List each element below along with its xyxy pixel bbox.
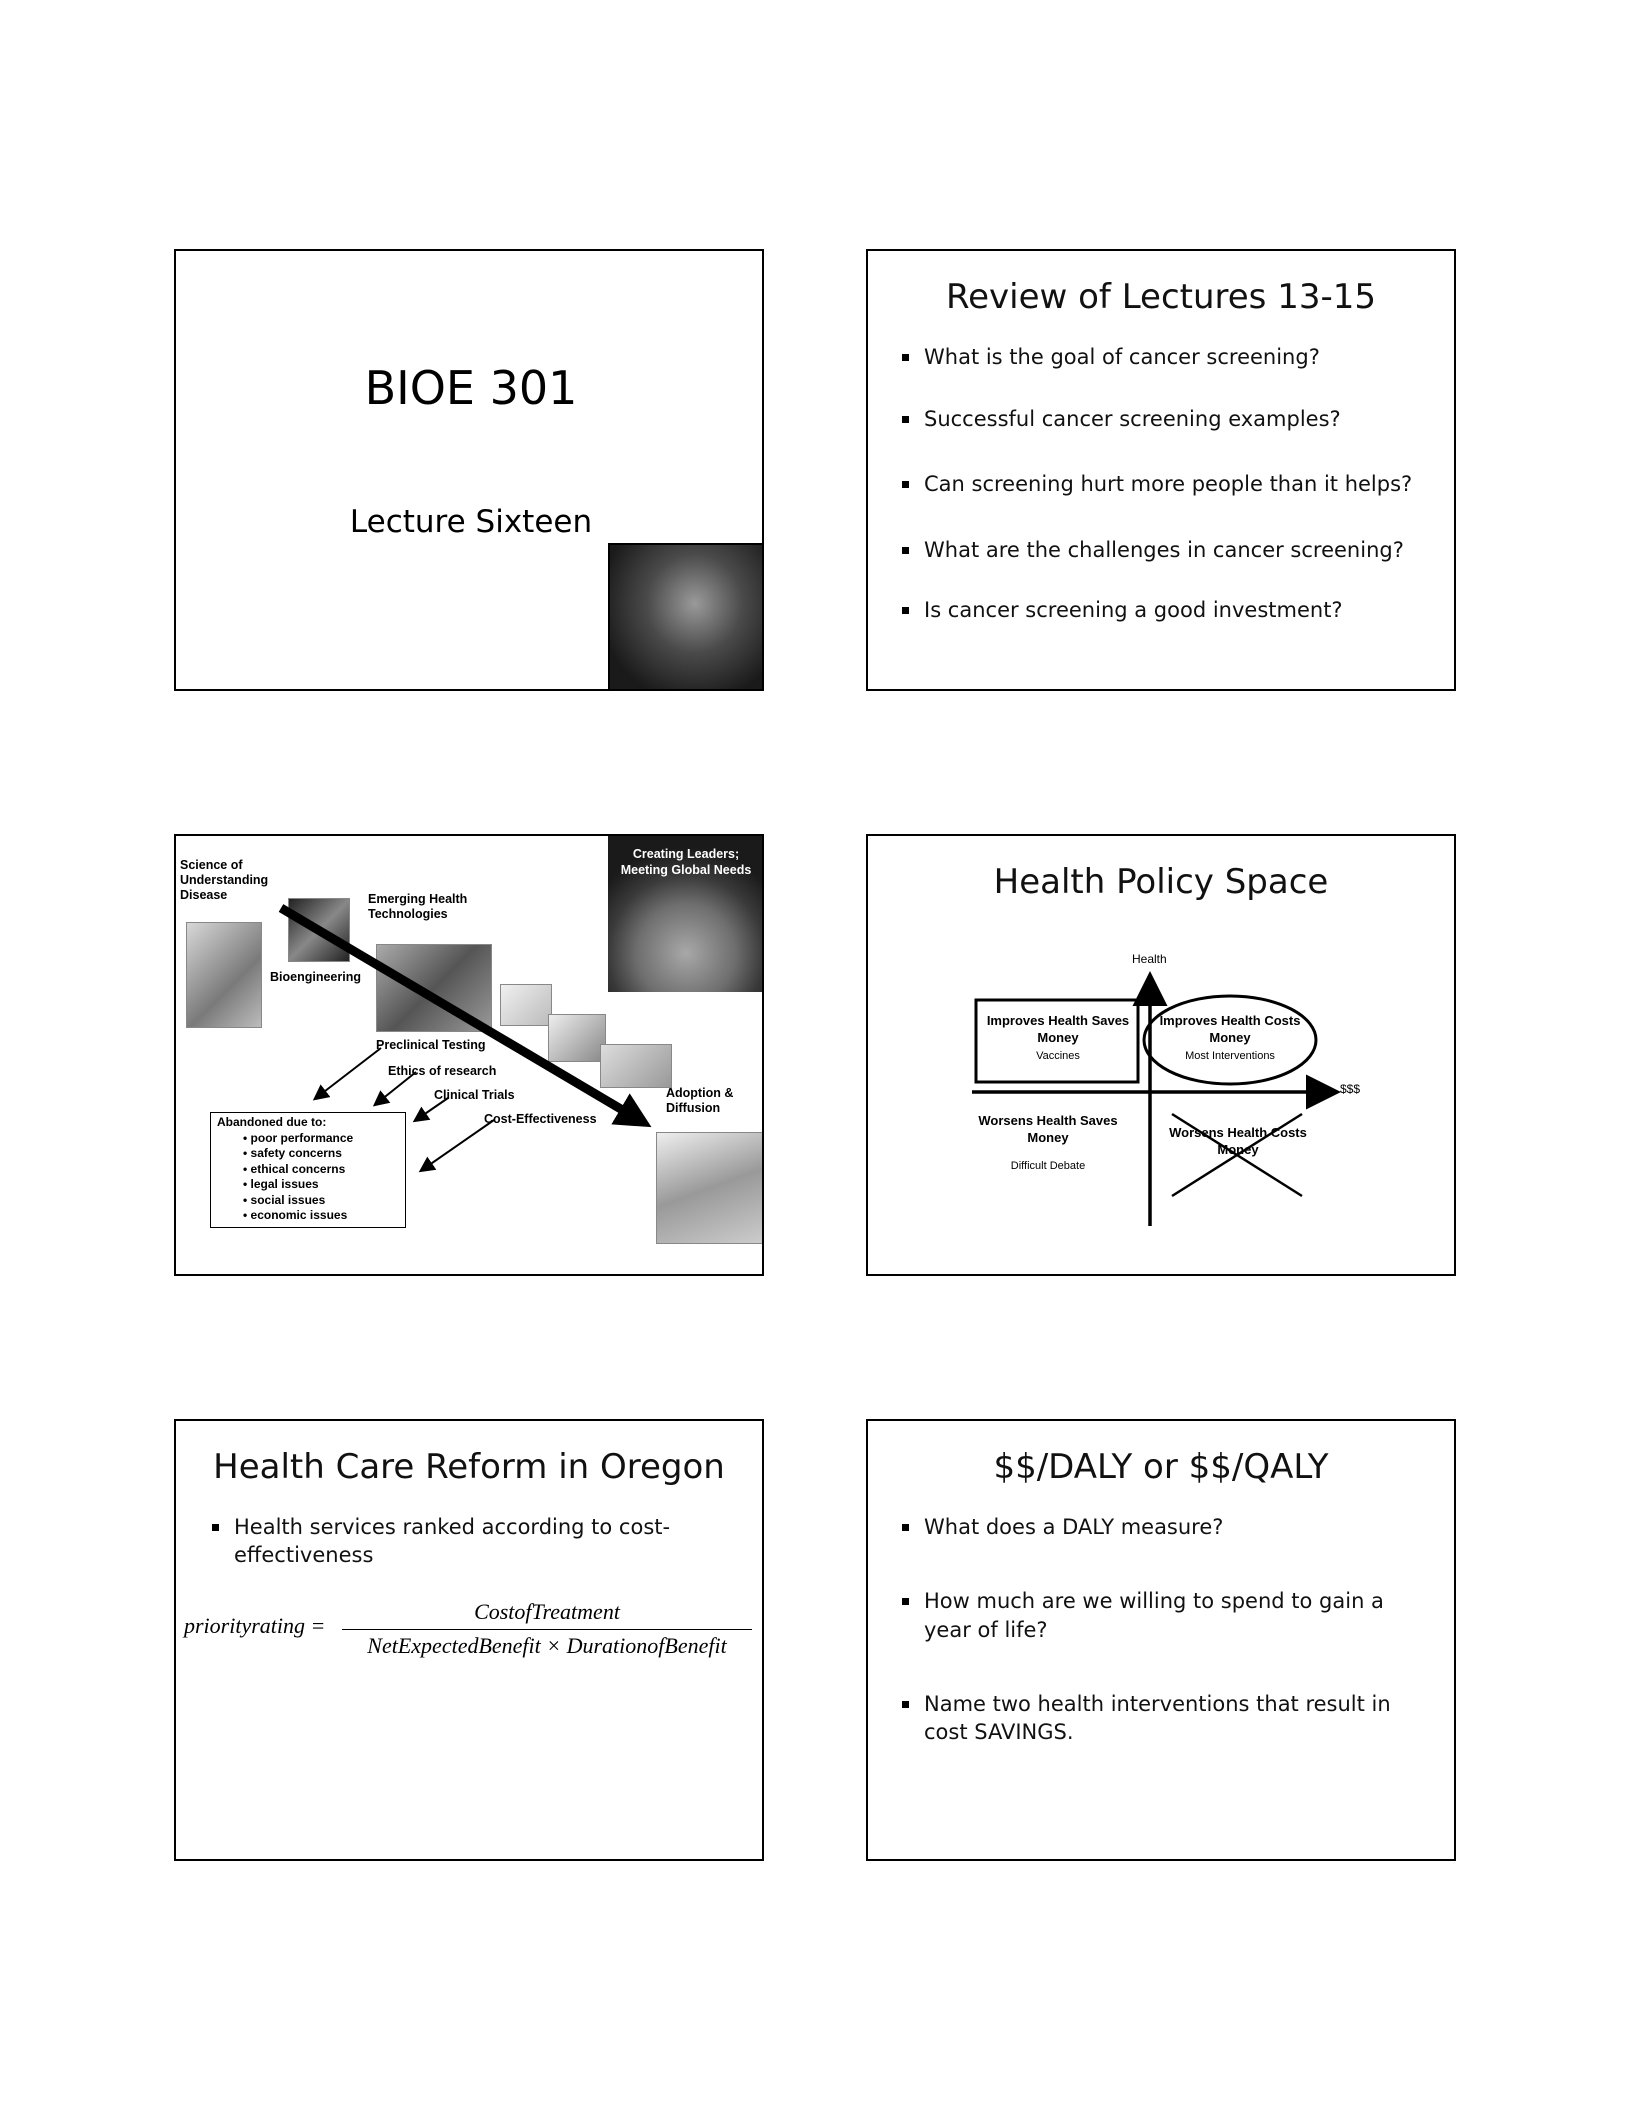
slide-title: Health Policy Space bbox=[993, 862, 1329, 902]
quadrant-title: Worsens Health Costs Money bbox=[1169, 1125, 1307, 1157]
bullet-item: Successful cancer screening examples? bbox=[902, 405, 1434, 433]
quadrant-title: Improves Health Costs Money bbox=[1159, 1013, 1301, 1045]
quadrant-title: Improves Health Saves Money bbox=[986, 1013, 1130, 1045]
adoption-label: Adoption & Diffusion bbox=[666, 1086, 734, 1115]
bullet-list bbox=[902, 343, 1434, 625]
globe-caption: Creating Leaders; Meeting Global Needs bbox=[620, 847, 752, 877]
slide-6 bbox=[866, 1419, 1456, 1861]
preclinical-label: Preclinical Testing bbox=[376, 1038, 486, 1052]
bioengineering-label: Bioengineering bbox=[270, 970, 361, 984]
course-title: BIOE 301 bbox=[364, 361, 578, 415]
bullet-item: Is cancer screening a good investment? bbox=[902, 596, 1434, 624]
quadrant-worsens-costs bbox=[1158, 1124, 1318, 1158]
slide-5 bbox=[174, 1419, 764, 1861]
abandoned-item: • safety concerns bbox=[243, 1146, 399, 1162]
quadrant-example: Vaccines bbox=[1036, 1050, 1080, 1062]
bullet-item: Can screening hurt more people than it helps? bbox=[902, 470, 1434, 498]
y-axis-label: Health bbox=[1132, 952, 1167, 966]
quadrant-example: Difficult Debate bbox=[1010, 1160, 1086, 1172]
formula-numerator: CostofTreatment bbox=[474, 1599, 620, 1624]
quadrant-improves-saves bbox=[978, 1012, 1138, 1062]
portrait-photo bbox=[608, 543, 764, 691]
bullet-list bbox=[902, 1513, 1414, 1747]
bullet-item: What are the challenges in cancer screening? bbox=[902, 536, 1434, 564]
bullet-item: Health services ranked according to cost-effectiveness bbox=[212, 1513, 722, 1570]
bullet-item: What is the goal of cancer screening? bbox=[902, 343, 1434, 371]
quadrant-title: Worsens Health Saves Money bbox=[978, 1113, 1118, 1145]
slide-title: Health Care Reform in Oregon bbox=[213, 1447, 725, 1487]
slide-1 bbox=[174, 249, 764, 691]
ethics-label: Ethics of research bbox=[388, 1064, 497, 1078]
cost-effectiveness-label: Cost-Effectiveness bbox=[484, 1112, 597, 1126]
abandoned-item: • social issues bbox=[243, 1193, 399, 1209]
bullet-item: Name two health interventions that result in cost SAVINGS. bbox=[902, 1690, 1414, 1747]
lecture-subtitle: Lecture Sixteen bbox=[349, 504, 593, 540]
slide-2 bbox=[866, 249, 1456, 691]
bullet-list bbox=[212, 1513, 722, 1570]
quadrant-example: Most Interventions bbox=[1185, 1050, 1275, 1062]
formula-denominator: NetExpectedBenefit × DurationofBenefit bbox=[367, 1633, 727, 1658]
slide-title: Review of Lectures 13-15 bbox=[946, 277, 1376, 317]
formula-lhs: priorityrating = bbox=[184, 1613, 326, 1638]
emerging-label: Emerging Health Technologies bbox=[368, 892, 468, 921]
bullet-item: How much are we willing to spend to gain a year of life? bbox=[902, 1587, 1414, 1644]
abandoned-title: Abandoned due to: bbox=[217, 1115, 327, 1129]
abandoned-item: • ethical concerns bbox=[243, 1162, 399, 1178]
abandoned-box bbox=[210, 1112, 406, 1228]
abandoned-item: • poor performance bbox=[243, 1131, 399, 1147]
science-label: Science of Understanding Disease bbox=[180, 858, 269, 902]
x-axis-label: $$$ bbox=[1340, 1082, 1361, 1096]
quadrant-worsens-saves bbox=[968, 1112, 1128, 1172]
abandoned-item: • economic issues bbox=[243, 1208, 399, 1224]
slide-4 bbox=[866, 834, 1456, 1276]
clinical-label: Clinical Trials bbox=[434, 1088, 515, 1102]
slide-title: $$/DALY or $$/QALY bbox=[993, 1447, 1329, 1487]
bullet-item: What does a DALY measure? bbox=[902, 1513, 1414, 1541]
abandoned-item: • legal issues bbox=[243, 1177, 399, 1193]
quadrant-improves-costs bbox=[1152, 1012, 1308, 1062]
slide-3 bbox=[174, 834, 764, 1276]
fraction-bar bbox=[342, 1629, 752, 1630]
